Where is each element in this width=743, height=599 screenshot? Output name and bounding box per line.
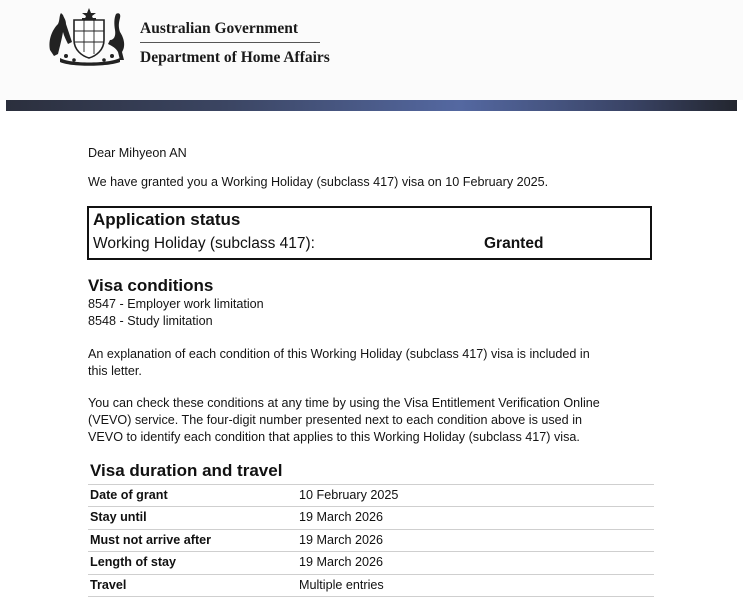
table-row — [88, 530, 654, 552]
row-label: Length of stay — [90, 555, 177, 570]
vevo-paragraph-line: VEVO to identify each condition that applies to this Working Holiday (subclass 417) visa. — [88, 430, 580, 444]
grant-sentence: We have granted you a Working Holiday (subclass 417) visa on 10 February 2025. — [88, 175, 549, 189]
row-label: Date of grant — [90, 488, 168, 502]
salutation: Dear Mihyeon AN — [88, 146, 187, 160]
condition-item: 8547 - Employer work limitation — [88, 297, 264, 311]
letterhead — [0, 0, 743, 100]
application-status-title: Application status — [93, 210, 241, 229]
condition-item: 8548 - Study limitation — [88, 314, 213, 328]
row-value: 19 March 2026 — [299, 510, 384, 525]
visa-duration-table — [88, 484, 654, 597]
visa-label: Working Holiday (subclass 417): — [93, 235, 315, 252]
conditions-explanation-line: An explanation of each condition of this Working Holiday (subclass 417) visa is included in — [88, 347, 590, 361]
table-row — [88, 575, 654, 597]
row-value: 10 February 2025 — [299, 488, 399, 502]
government-name: Australian Government — [140, 20, 299, 37]
vevo-paragraph-line: (VEVO) service. The four-digit number presented next to each condition above is used in — [88, 413, 582, 427]
vevo-paragraph-line: You can check these conditions at any time by using the Visa Entitlement Verification Online — [88, 396, 600, 410]
application-status-box — [87, 206, 652, 260]
row-value: 19 March 2026 — [299, 532, 384, 547]
coat-of-arms-icon — [44, 6, 134, 68]
table-row — [88, 552, 654, 574]
letterhead-divider — [140, 42, 320, 43]
table-row — [88, 507, 654, 529]
row-label: Travel — [90, 577, 127, 592]
row-label: Stay until — [90, 510, 147, 525]
row-value: Multiple entries — [299, 577, 384, 592]
row-value: 19 March 2026 — [299, 555, 384, 570]
department-name: Department of Home Affairs — [140, 49, 330, 66]
visa-conditions-title: Visa conditions — [88, 276, 214, 295]
row-label: Must not arrive after — [90, 532, 212, 547]
visa-duration-title: Visa duration and travel — [90, 461, 283, 480]
letterhead-band — [6, 100, 737, 111]
status-value: Granted — [484, 235, 544, 252]
conditions-explanation-line: this letter. — [88, 364, 142, 378]
table-row — [88, 484, 654, 507]
